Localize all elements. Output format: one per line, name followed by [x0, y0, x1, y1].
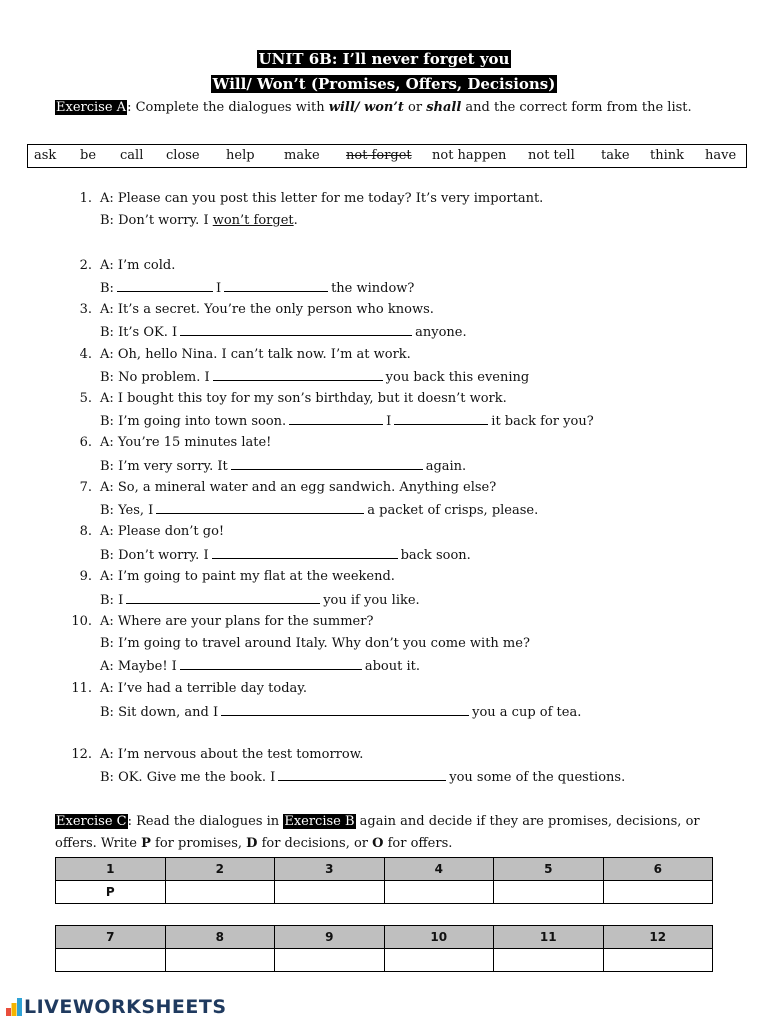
answer-blank[interactable]	[231, 457, 423, 470]
answer-cell[interactable]: P	[56, 881, 166, 904]
item-number: 5.	[79, 391, 92, 406]
dialogue-line: B: Don’t worry. I won’t forget.	[100, 213, 298, 228]
dialogue-line: B: I’m going to travel around Italy. Why don’t you come with me?	[100, 636, 530, 651]
exercise-a-instruction: Exercise A: Complete the dialogues with will/ won’t or shall and the correct form from the list.	[56, 100, 692, 115]
dialogue-line: A: I’ve had a terrible day today.	[100, 681, 308, 696]
table-header: 12	[603, 926, 713, 949]
word-item: have	[705, 148, 737, 163]
answer-blank[interactable]	[117, 279, 213, 292]
dialogue-line: B: It’s OK. I anyone.	[100, 325, 467, 340]
table-header: 2	[165, 858, 275, 881]
answer-cell[interactable]	[165, 949, 275, 972]
answer-cell[interactable]	[275, 949, 385, 972]
answer-blank[interactable]	[224, 279, 328, 292]
dialogue-line: B: Don’t worry. I back soon.	[100, 548, 471, 563]
table-header: 3	[275, 858, 385, 881]
dialogue-line: A: Please don’t go!	[100, 524, 225, 539]
dialogue-line: B: No problem. I you back this evening	[100, 370, 530, 385]
example-answer: won’t forget	[212, 213, 294, 228]
word-item: ask	[34, 148, 57, 163]
dialogue-line: B: Yes, I a packet of crisps, please.	[100, 503, 539, 518]
table-header: 5	[494, 858, 604, 881]
dialogue-line: A: I’m cold.	[100, 258, 176, 273]
answer-blank[interactable]	[212, 546, 398, 559]
exercise-a-label: Exercise A	[56, 100, 127, 115]
answer-cell[interactable]	[494, 881, 604, 904]
liveworksheets-logo: LIVEWORKSHEETS	[6, 996, 227, 1018]
table-header: 7	[56, 926, 166, 949]
exercise-c-label: Exercise C	[56, 814, 127, 829]
dialogue-line: A: I’m nervous about the test tomorrow.	[100, 747, 364, 762]
table-header: 4	[384, 858, 494, 881]
table-header: 10	[384, 926, 494, 949]
table-header: 8	[165, 926, 275, 949]
item-number: 6.	[79, 435, 92, 450]
table-header: 1	[56, 858, 166, 881]
word-item: call	[120, 148, 144, 163]
exercise-c-instruction: Exercise C: Read the dialogues in Exercise B again and decide if they are promises, decisions, or offers. Write P for promises, D for decisions, or O for offers.	[55, 814, 700, 851]
dialogue-line: B: OK. Give me the book. I you some of the questions.	[100, 770, 626, 785]
answer-blank[interactable]	[221, 703, 469, 716]
word-item-crossed: not forget	[346, 148, 412, 163]
item-number: 9.	[79, 569, 92, 584]
item-number: 7.	[79, 480, 92, 495]
dialogue-line: B: I’m very sorry. It again.	[100, 459, 467, 474]
word-list-box	[27, 144, 747, 168]
dialogue-line: A: Oh, hello Nina. I can’t talk now. I’m at work.	[100, 347, 411, 362]
liveworksheets-logo-icon	[6, 998, 22, 1016]
answer-blank[interactable]	[278, 768, 446, 781]
answer-table-2	[55, 925, 713, 972]
dialogue-line: A: It’s a secret. You’re the only person who knows.	[100, 302, 434, 317]
dialogue-line: A: Maybe! I about it.	[100, 659, 420, 674]
answer-blank[interactable]	[289, 412, 383, 425]
item-number: 2.	[79, 258, 92, 273]
answer-cell[interactable]	[494, 949, 604, 972]
exercise-b-reference: Exercise B	[284, 814, 355, 829]
item-number: 4.	[79, 347, 92, 362]
item-number: 3.	[79, 302, 92, 317]
table-header: 11	[494, 926, 604, 949]
answer-table-1	[55, 857, 713, 904]
word-item: make	[284, 148, 320, 163]
dialogue-line: A: Where are your plans for the summer?	[100, 614, 374, 629]
answer-cell[interactable]	[56, 949, 166, 972]
unit-title: UNIT 6B: I’ll never forget you	[258, 50, 510, 68]
topic-title: Will/ Won’t (Promises, Offers, Decisions)	[212, 75, 556, 93]
item-number: 11.	[71, 681, 92, 696]
word-item: be	[80, 148, 97, 163]
dialogue-line: A: I’m going to paint my flat at the weekend.	[100, 569, 395, 584]
answer-cell[interactable]	[384, 881, 494, 904]
table-header: 9	[275, 926, 385, 949]
dialogue-line: A: I bought this toy for my son’s birthday, but it doesn’t work.	[100, 391, 507, 406]
item-number: 8.	[79, 524, 92, 539]
word-item: take	[601, 148, 630, 163]
table-header: 6	[603, 858, 713, 881]
item-number: 1.	[79, 191, 92, 206]
dialogue-line: B: Sit down, and I you a cup of tea.	[100, 705, 582, 720]
word-item: help	[226, 148, 255, 163]
word-item: close	[166, 148, 200, 163]
item-number: 10.	[71, 614, 92, 629]
dialogue-line: A: You’re 15 minutes late!	[100, 435, 272, 450]
answer-cell[interactable]	[384, 949, 494, 972]
answer-cell[interactable]	[603, 949, 713, 972]
answer-cell[interactable]	[165, 881, 275, 904]
answer-blank[interactable]	[180, 323, 412, 336]
dialogue-line: A: So, a mineral water and an egg sandwich. Anything else?	[100, 480, 497, 495]
dialogue-line: B: I the window?	[100, 281, 415, 296]
answer-cell[interactable]	[275, 881, 385, 904]
answer-cell[interactable]	[603, 881, 713, 904]
word-item: not happen	[432, 148, 507, 163]
answer-blank[interactable]	[126, 591, 320, 604]
answer-blank[interactable]	[180, 657, 362, 670]
word-item: not tell	[528, 148, 575, 163]
dialogue-line: B: I you if you like.	[100, 593, 420, 608]
answer-blank[interactable]	[213, 368, 383, 381]
answer-blank[interactable]	[394, 412, 488, 425]
dialogue-line: A: Please can you post this letter for me today? It’s very important.	[100, 191, 544, 206]
answer-blank[interactable]	[156, 501, 364, 514]
item-number: 12.	[71, 747, 92, 762]
word-item: think	[650, 148, 685, 163]
dialogue-line: B: I’m going into town soon. I it back for you?	[100, 414, 594, 429]
